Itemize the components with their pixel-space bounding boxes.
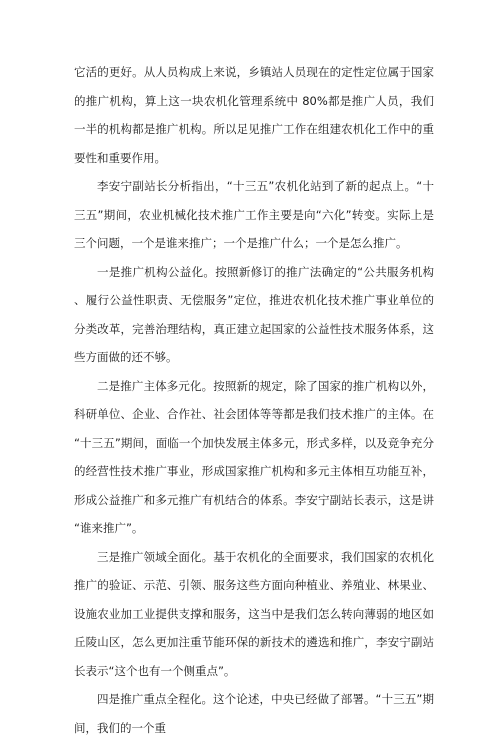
paragraph-1: 它活的更好。从人员构成上来说，乡镇站人员现在的定性定位属于国家的推广机构，算上这一块农机化管理系统中 80%都是推广人员，我们一半的机构都是推广机构。所以足见推广工作在组建农机化工作中的重要性和重要作用。: [74, 65, 434, 165]
paragraph-5: 三是推广领域全面化。基于农机化的全面要求，我们国家的农机化推广的验证、示范、引领、服务这些方面向种植业、养殖业、林果业、设施农业加工业提供支撑和服务，这当中是我们怎么转向薄弱的地区如丘陵山区，怎么更加注重节能环保的新技术的遴选和推广，李安宁副站长表示“这个也有一个侧重点”。: [74, 549, 434, 678]
document-body: [74, 58, 434, 742]
paragraph-4: 二是推广主体多元化。按照新的规定，除了国家的推广机构以外，科研单位、企业、合作社、社会团体等等都是我们技术推广的主体。在“十三五”期间，面临一个加快发展主体多元，形式多样，以及竞争充分的经营性技术推广事业，形成国家推广机构和多元主体相互功能互补，形成公益推广和多元推广有机结合的体系。李安宁副站长表示，这是讲“谁来推广”。: [74, 378, 434, 535]
paragraph-2: 李安宁副站长分析指出，“十三五”农机化站到了新的起点上。“十三五”期间，农业机械化技术推广工作主要是向“六化”转变。实际上是三个问题，一个是谁来推广；一个是推广什么；一个是怎么推广。: [74, 179, 434, 250]
paragraph-6: 四是推广重点全程化。这个论述，中央已经做了部署。“十三五”期间，我们的一个重: [74, 692, 434, 735]
paragraph-3: 一是推广机构公益化。按照新修订的推广法确定的“公共服务机构、履行公益性职责、无偿服务”定位，推进农机化技术推广事业单位的分类改革，完善治理结构，真正建立起国家的公益性技术服务体系，这些方面做的还不够。: [74, 264, 434, 364]
